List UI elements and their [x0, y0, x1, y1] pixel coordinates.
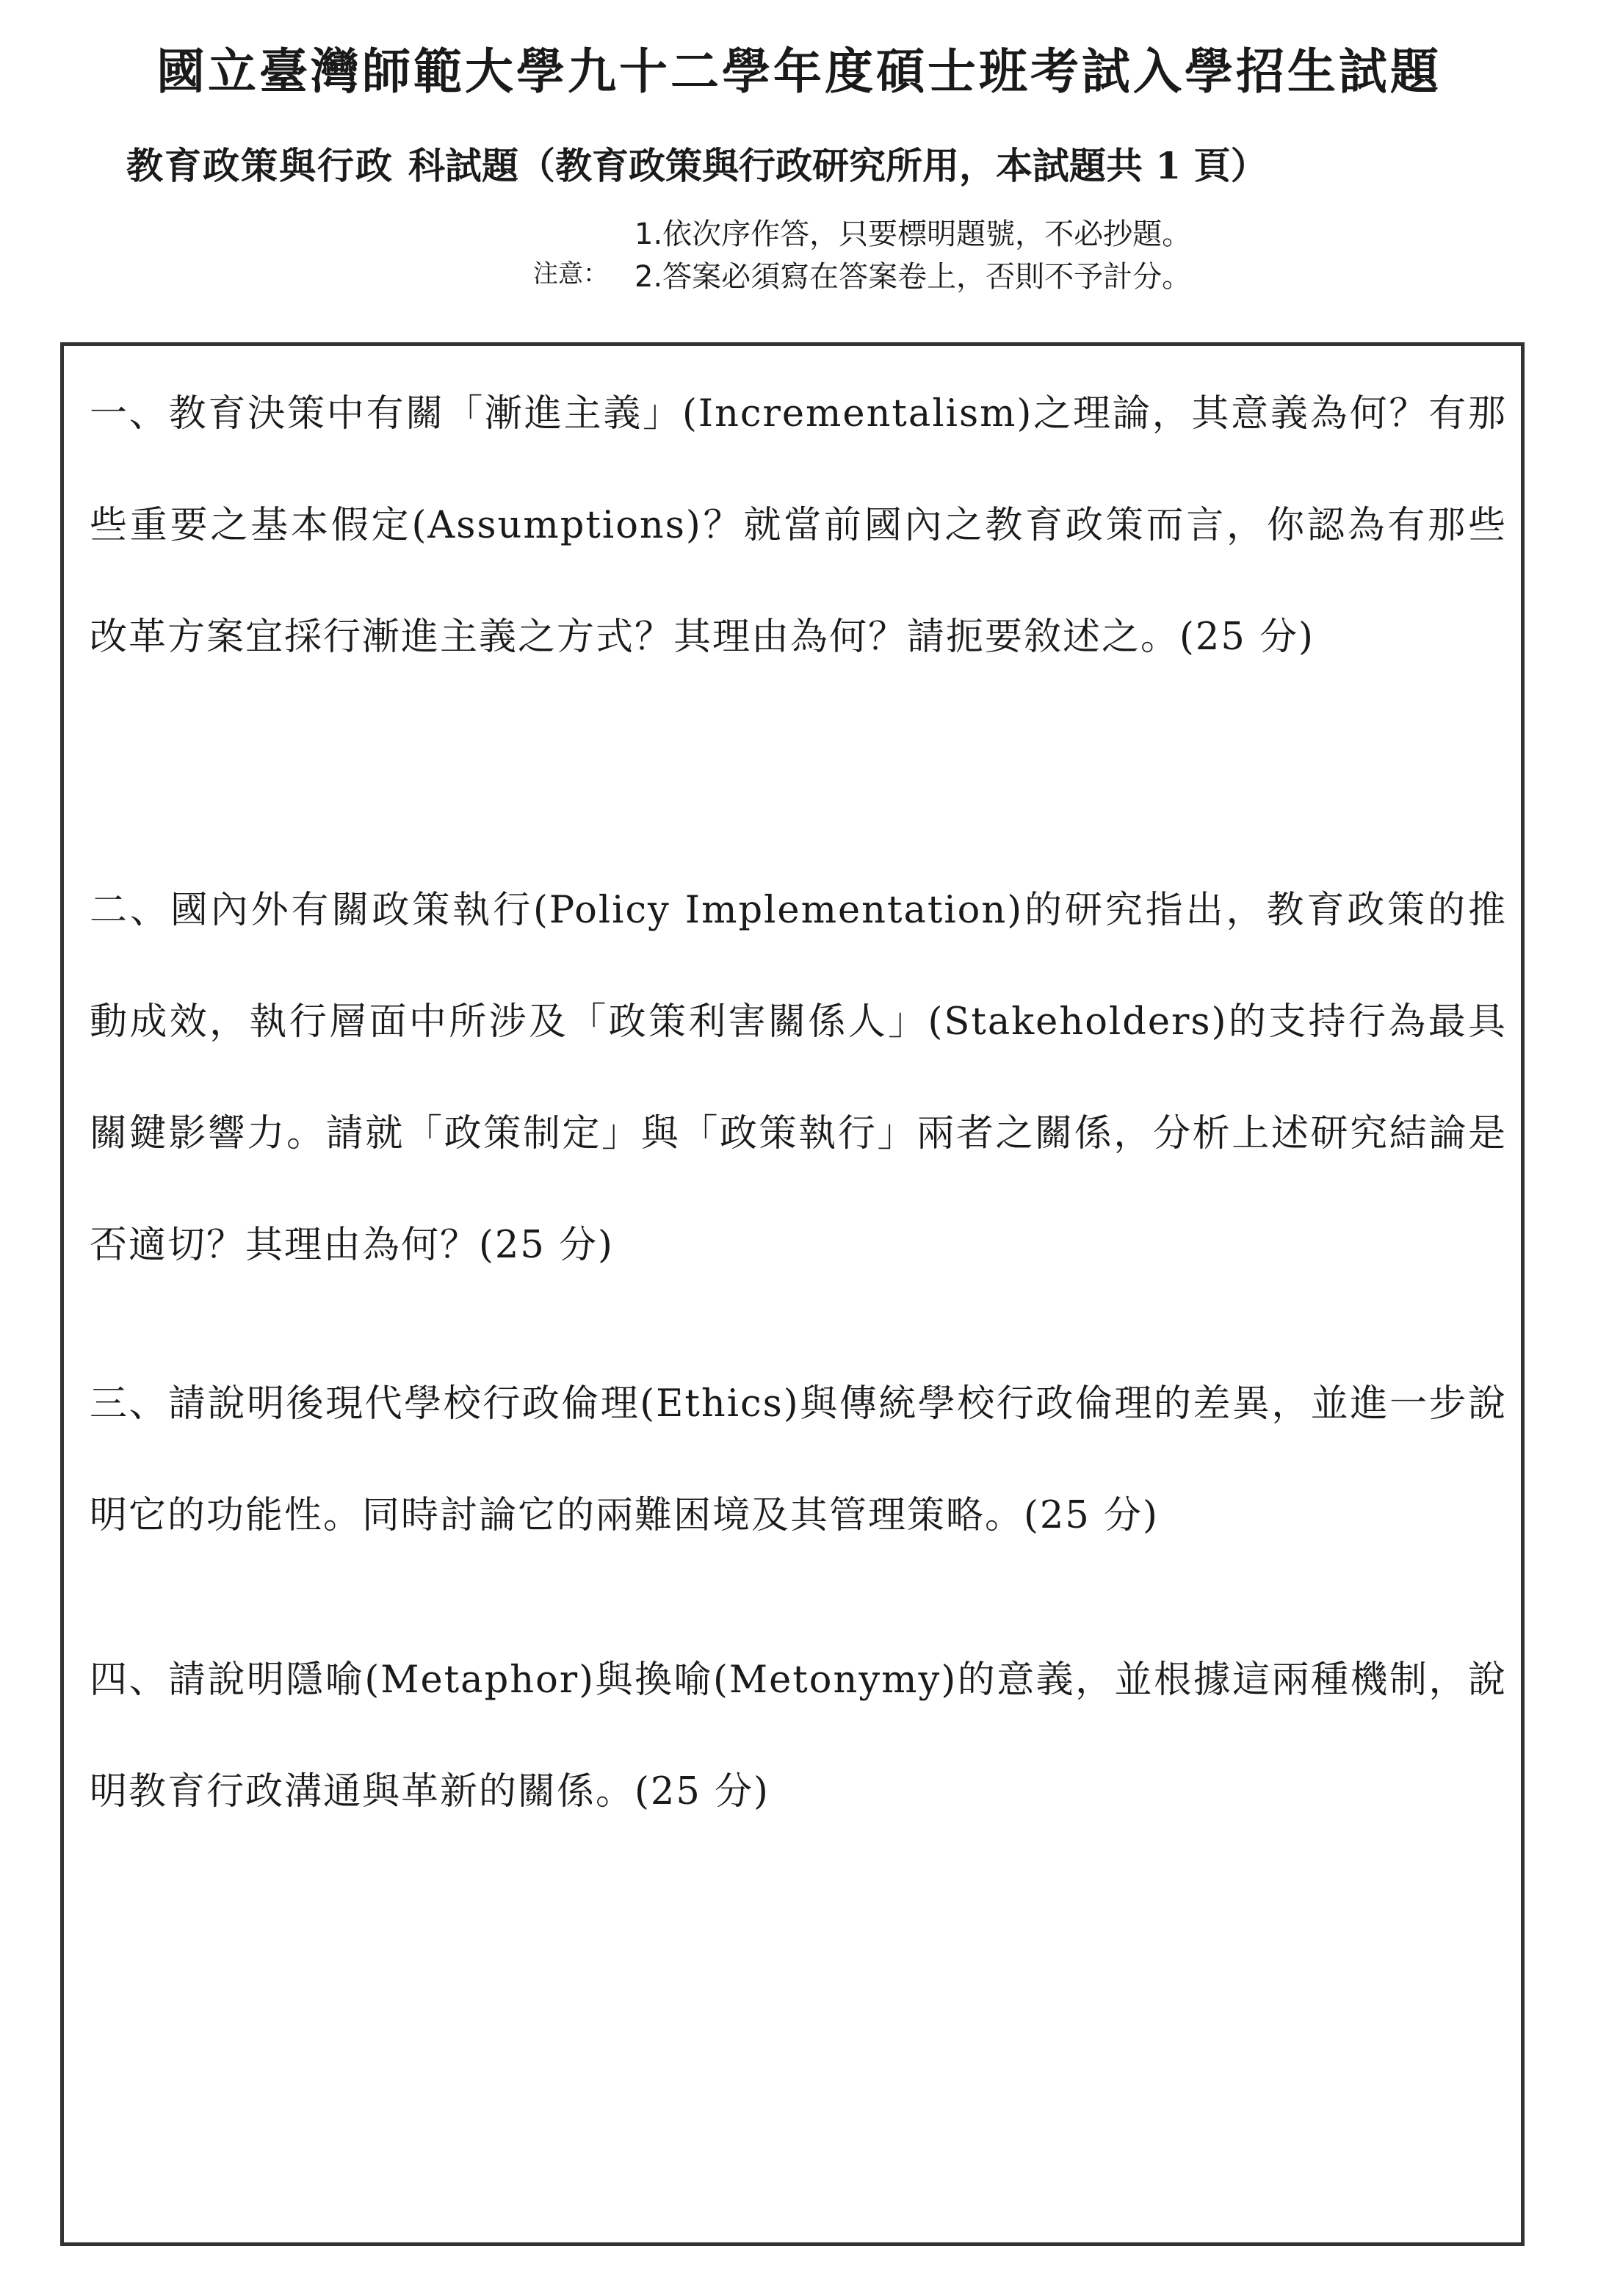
- subject-suffix: 科試題（教育政策與行政研究所用，本試題共 1 頁）: [408, 144, 1268, 187]
- note-item: 2.答案必須寫在答案卷上，否則不予計分。: [634, 260, 1192, 294]
- exam-title: 國立臺灣師範大學九十二學年度碩士班考試入學招生試題: [156, 43, 1442, 100]
- question-3: 三、請說明後現代學校行政倫理(Ethics)與傳統學校行政倫理的差異，並進一步說明它的功能性。同時討論它的兩難困境及其管理策略。(25 分): [90, 1382, 1507, 1537]
- subject-name: 教育政策與行政: [126, 144, 394, 187]
- question-4: 四、請說明隱喻(Metaphor)與換喻(Metonymy)的意義，並根據這兩種機制，說明教育行政溝通與革新的關係。(25 分): [90, 1658, 1507, 1813]
- notes-label: 注意：: [533, 259, 608, 289]
- note-item: 1.依次序作答，只要標明題號，不必抄題。: [634, 217, 1192, 251]
- question-1: 一、教育決策中有關「漸進主義」(Incrementalism)之理論，其意義為何？有那些重要之基本假定(Assumptions)？就當前國內之教育政策而言，你認為有那些改革方案宜採行漸進主義之方式？其理由為何？請扼要敘述之。(25 分): [90, 392, 1507, 659]
- notes-list: [634, 213, 1191, 298]
- exam-subtitle: [126, 137, 1268, 189]
- question-2: 二、國內外有關政策執行(Policy Implementation)的研究指出，教育政策的推動成效，執行層面中所涉及「政策利害關係人」(Stakeholders)的支持行為最具關鍵影響力。請就「政策制定」與「政策執行」兩者之關係，分析上述研究結論是否適切？其理由為何？(25 分): [90, 889, 1507, 1267]
